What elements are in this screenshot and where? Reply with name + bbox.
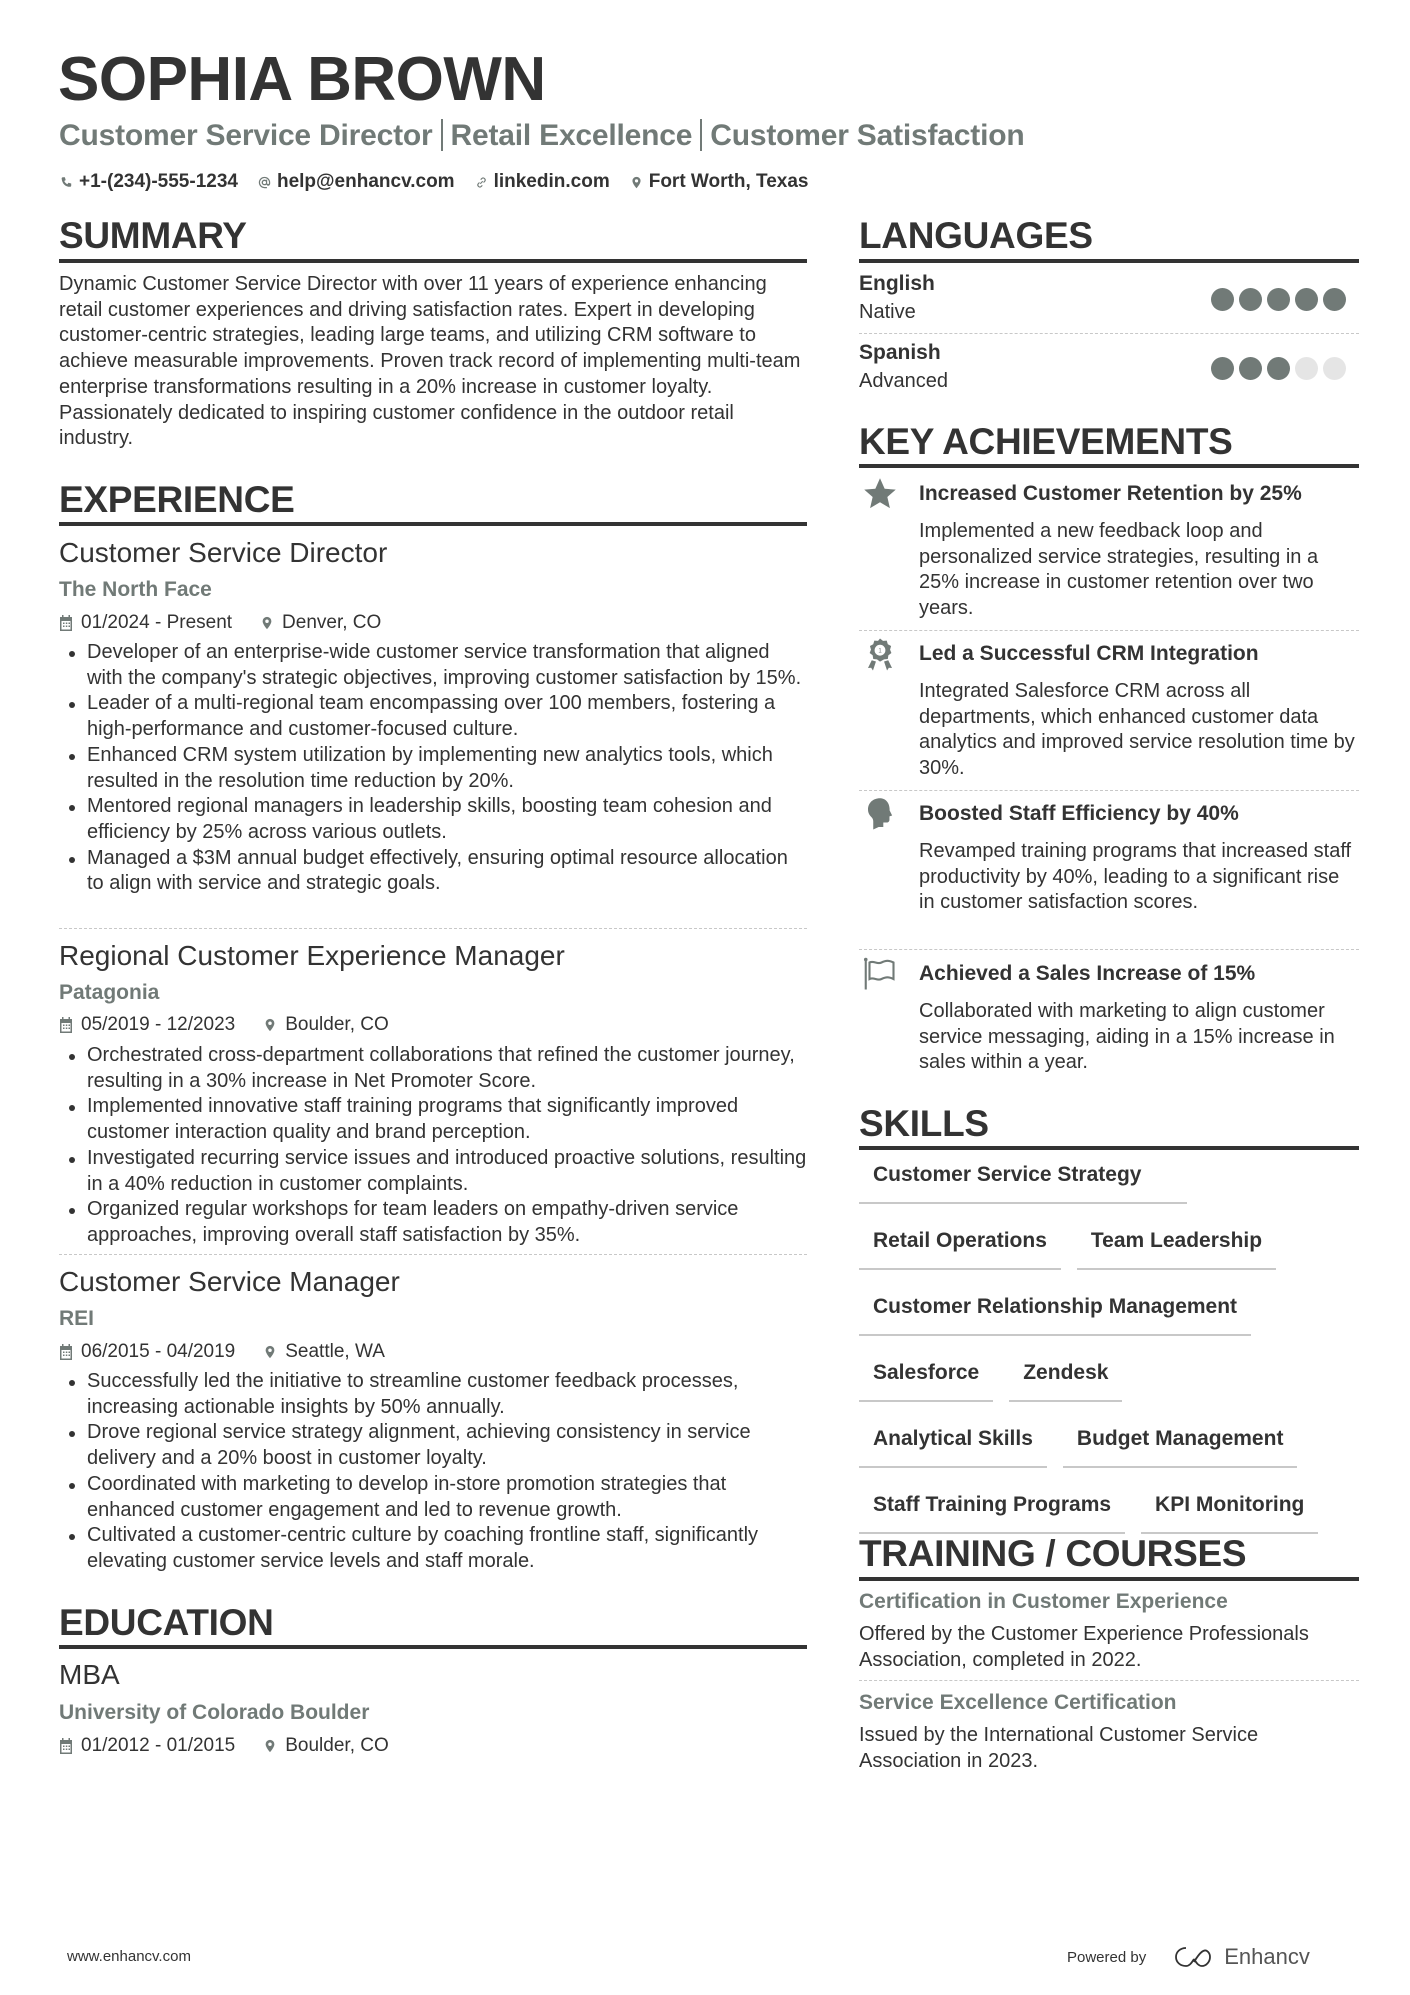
job-location xyxy=(263,1013,389,1037)
job-meta xyxy=(59,1340,385,1364)
skill-tag: Team Leadership xyxy=(1077,1222,1276,1270)
link-icon xyxy=(475,175,488,190)
job-bullets xyxy=(59,1369,809,1575)
company-name: Patagonia xyxy=(59,981,160,1004)
rating-dot-filled xyxy=(1239,288,1262,311)
job-meta xyxy=(59,611,381,635)
school-name: University of Colorado Boulder xyxy=(59,1701,370,1724)
rating-dot-filled xyxy=(1211,288,1234,311)
skill-tag: Analytical Skills xyxy=(859,1420,1047,1468)
job-dates xyxy=(59,611,232,635)
divider xyxy=(700,119,702,151)
headline-part: Customer Satisfaction xyxy=(710,119,1025,152)
bullet-item: Leader of a multi-regional team encompassing over 100 members, fostering a high-performance and customer-focused culture. xyxy=(59,691,809,742)
bullet-item: Coordinated with marketing to develop in-store promotion strategies that enhanced customer engagement and led to revenue growth. xyxy=(59,1472,809,1523)
skill-tag: Customer Service Strategy xyxy=(859,1156,1187,1204)
achievement-title: Led a Successful CRM Integration xyxy=(919,642,1259,665)
skill-tag: Retail Operations xyxy=(859,1222,1061,1270)
section-title-skills: SKILLS xyxy=(859,1103,989,1144)
phone-icon xyxy=(60,175,73,190)
bullet-item: Enhanced CRM system utilization by implementing new analytics tools, which resulted in the resolution time reduction by 20%. xyxy=(59,743,809,794)
bullet-item: Mentored regional managers in leadership skills, boosting team cohesion and efficiency by 25% across various outlets. xyxy=(59,794,809,845)
achievement-desc: Revamped training programs that increased staff productivity by 40%, leading to a significant rise in customer satisfaction scores. xyxy=(919,840,1352,914)
at-icon xyxy=(258,175,271,190)
email-text: help@enhancv.com xyxy=(276,171,455,192)
award-ribbon-icon xyxy=(862,637,898,673)
svg-text:1: 1 xyxy=(878,648,882,655)
entry-divider xyxy=(859,630,1359,631)
job-title: Customer Service Director xyxy=(59,537,388,568)
calendar-icon xyxy=(59,1738,73,1754)
language-rating xyxy=(1211,288,1346,311)
location-text: Boulder, CO xyxy=(285,1014,389,1035)
location-pin-icon xyxy=(260,615,274,631)
course-desc: Offered by the Customer Experience Professionals Association, completed in 2022. xyxy=(859,1623,1309,1671)
bullet-item: Successfully led the initiative to streamline customer feedback processes, increasing actionable insights by 50% annually. xyxy=(59,1369,809,1420)
skill-tag: Budget Management xyxy=(1063,1420,1298,1468)
job-bullets xyxy=(59,640,809,897)
location-text: Seattle, WA xyxy=(285,1341,385,1362)
education-location xyxy=(263,1734,389,1758)
language-name: Spanish xyxy=(859,341,941,364)
location-pin-icon xyxy=(263,1017,277,1033)
bullet-item: Investigated recurring service issues and introduced proactive solutions, resulting in a 40% reduction in customer complaints. xyxy=(59,1146,809,1197)
job-dates xyxy=(59,1340,235,1364)
rating-dot-filled xyxy=(1267,357,1290,380)
bullet-item: Organized regular workshops for team leaders on empathy-driven service approaches, improving overall staff satisfaction by 35%. xyxy=(59,1197,809,1248)
rating-dot-empty xyxy=(1323,357,1346,380)
section-rule xyxy=(859,1146,1359,1150)
achievement-title: Boosted Staff Efficiency by 40% xyxy=(919,802,1239,825)
section-rule xyxy=(59,1645,807,1649)
company-name: REI xyxy=(59,1307,95,1330)
contact-bar xyxy=(60,170,808,194)
calendar-icon xyxy=(59,615,73,631)
skill-tag: Zendesk xyxy=(1009,1354,1122,1402)
entry-divider xyxy=(859,1680,1359,1681)
section-rule xyxy=(859,464,1359,468)
entry-divider xyxy=(859,333,1359,334)
job-location xyxy=(263,1340,385,1364)
candidate-name: SOPHIA BROWN xyxy=(58,45,546,114)
footer-website-link[interactable]: www.enhancv.com xyxy=(67,1948,191,1965)
company-name: The North Face xyxy=(59,578,212,601)
rating-dot-filled xyxy=(1323,288,1346,311)
bullet-item: Drove regional service strategy alignment, achieving consistency in service delivery and a 20% boost in customer loyalty. xyxy=(59,1420,809,1471)
bullet-item: Developer of an enterprise-wide customer service transformation that aligned with the company's strategic objectives, improving customer satisfaction by 15%. xyxy=(59,640,809,691)
section-title-summary: SUMMARY xyxy=(59,215,247,256)
dates-text: 06/2015 - 04/2019 xyxy=(81,1341,236,1362)
location-pin-icon xyxy=(263,1738,277,1754)
footer-branding xyxy=(1067,1944,1310,1970)
entry-divider xyxy=(59,928,807,929)
job-bullets xyxy=(59,1043,809,1249)
job-dates xyxy=(59,1013,235,1037)
calendar-icon xyxy=(59,1344,73,1360)
entry-divider xyxy=(859,949,1359,950)
rating-dot-filled xyxy=(1295,288,1318,311)
star-icon xyxy=(862,476,898,512)
language-level: Advanced xyxy=(859,370,948,392)
section-rule xyxy=(859,259,1359,263)
section-title-education: EDUCATION xyxy=(59,1602,274,1643)
achievement-desc: Integrated Salesforce CRM across all departments, which enhanced customer data analytics and improved service resolution time by 30%. xyxy=(919,680,1355,780)
section-rule xyxy=(859,1577,1359,1581)
section-rule xyxy=(59,259,807,263)
skill-tag: KPI Monitoring xyxy=(1141,1486,1318,1534)
rating-dot-filled xyxy=(1267,288,1290,311)
education-meta xyxy=(59,1734,389,1758)
headline xyxy=(59,116,1024,156)
entry-divider xyxy=(59,1254,807,1255)
bullet-item: Cultivated a customer-centric culture by coaching frontline staff, significantly elevating customer service levels and staff morale. xyxy=(59,1523,809,1574)
education-dates xyxy=(59,1734,235,1758)
skill-tag: Staff Training Programs xyxy=(859,1486,1125,1534)
course-title: Certification in Customer Experience xyxy=(859,1590,1228,1613)
job-title: Customer Service Manager xyxy=(59,1266,400,1297)
achievement-title: Achieved a Sales Increase of 15% xyxy=(919,962,1256,985)
dates-text: 01/2012 - 01/2015 xyxy=(81,1735,236,1756)
rating-dot-filled xyxy=(1239,357,1262,380)
job-title: Regional Customer Experience Manager xyxy=(59,940,565,971)
divider xyxy=(441,119,443,151)
language-rating xyxy=(1211,357,1346,380)
achievement-icon xyxy=(862,796,898,832)
dates-text: 05/2019 - 12/2023 xyxy=(81,1014,236,1035)
achievement-desc: Collaborated with marketing to align customer service messaging, aiding in a 15% increase in sales within a year. xyxy=(919,1000,1335,1074)
achievement-icon xyxy=(862,637,898,673)
language-level: Native xyxy=(859,301,916,323)
achievement-icon xyxy=(862,476,898,512)
headline-part: Retail Excellence xyxy=(450,119,693,152)
achievement-icon xyxy=(862,955,898,991)
job-location xyxy=(260,611,381,635)
course-desc: Issued by the International Customer Service Association in 2023. xyxy=(859,1724,1259,1772)
bullet-item: Managed a $3M annual budget effectively, ensuring optimal resource allocation to align with service and strategic goals. xyxy=(59,846,809,897)
bullet-item: Implemented innovative staff training programs that significantly improved customer interaction quality and brand perception. xyxy=(59,1094,809,1145)
skill-tag: Salesforce xyxy=(859,1354,993,1402)
section-title-training: TRAINING / COURSES xyxy=(859,1533,1247,1574)
location-pin-icon xyxy=(263,1344,277,1360)
language-name: English xyxy=(859,272,935,295)
contact-phone[interactable] xyxy=(60,170,238,194)
contact-email[interactable] xyxy=(258,170,455,194)
contact-location xyxy=(630,170,809,194)
achievement-title: Increased Customer Retention by 25% xyxy=(919,482,1302,505)
enhancv-logo[interactable] xyxy=(1172,1944,1310,1970)
degree: MBA xyxy=(59,1659,120,1690)
contact-linkedin[interactable] xyxy=(475,170,610,194)
location-text: Boulder, CO xyxy=(285,1735,389,1756)
section-title-languages: LANGUAGES xyxy=(859,215,1093,256)
powered-by-label: Powered by xyxy=(1067,1948,1147,1966)
rating-dot-filled xyxy=(1211,357,1234,380)
entry-divider xyxy=(859,790,1359,791)
dates-text: 01/2024 - Present xyxy=(81,612,233,633)
location-text: Denver, CO xyxy=(282,612,382,633)
phone-text: +1-(234)-555-1234 xyxy=(79,171,238,192)
course-title: Service Excellence Certification xyxy=(859,1691,1177,1714)
calendar-icon xyxy=(59,1017,73,1033)
flag-icon xyxy=(862,955,898,991)
head-brain-icon xyxy=(862,796,898,832)
section-title-achievements: KEY ACHIEVEMENTS xyxy=(859,421,1233,462)
section-rule xyxy=(59,522,807,526)
headline-part: Customer Service Director xyxy=(59,119,433,152)
location-pin-icon xyxy=(630,175,643,190)
rating-dot-empty xyxy=(1295,357,1318,380)
summary-text: Dynamic Customer Service Director with over 11 years of experience enhancing retail customer experiences and driving satisfaction rates. Expert in developing customer-centric strategies, leading large teams, and utilizing CRM software to achieve measurable improvements. Proven track record of implementing multi-team enterprise transformations resulting in a 20% increase in customer loyalty. Passionately dedicated to inspiring customer confidence in the outdoor retail industry. xyxy=(59,273,801,450)
section-title-experience: EXPERIENCE xyxy=(59,479,295,520)
bullet-item: Orchestrated cross-department collaborations that refined the customer journey, resulting in a 30% increase in Net Promoter Score. xyxy=(59,1043,809,1094)
brand-name: Enhancv xyxy=(1224,1944,1310,1969)
enhancv-logo-icon xyxy=(1172,1945,1216,1969)
location-text: Fort Worth, Texas xyxy=(648,171,809,192)
job-meta xyxy=(59,1013,389,1037)
achievement-desc: Implemented a new feedback loop and personalized service strategies, resulting in a 25% increase in customer retention over two years. xyxy=(919,520,1319,620)
skills-list xyxy=(859,1156,1359,1552)
skill-tag: Customer Relationship Management xyxy=(859,1288,1251,1336)
linkedin-text: linkedin.com xyxy=(493,171,610,192)
